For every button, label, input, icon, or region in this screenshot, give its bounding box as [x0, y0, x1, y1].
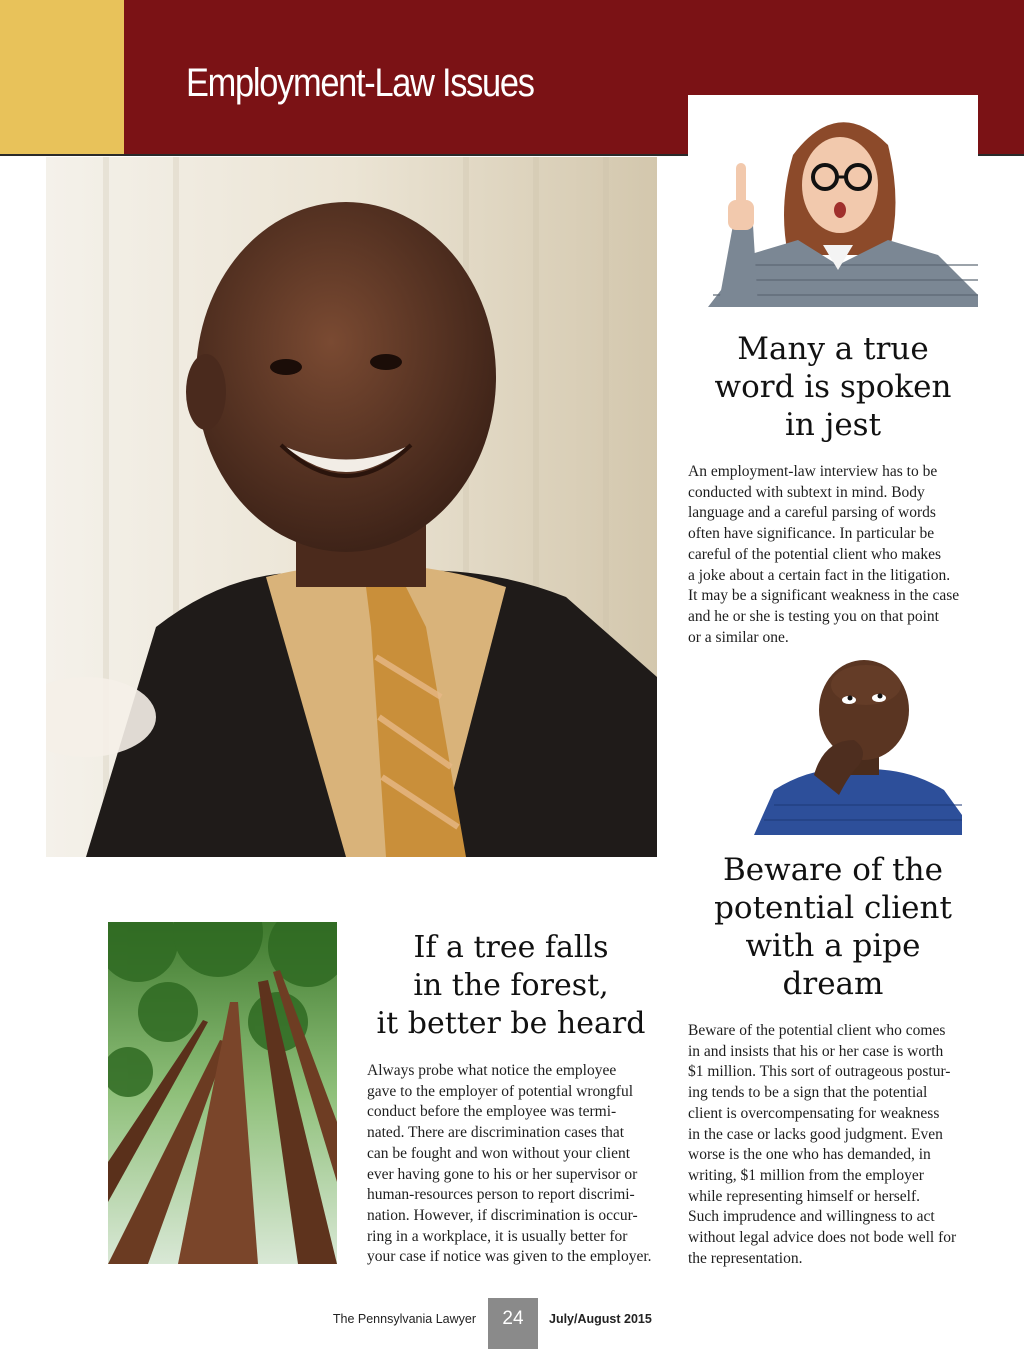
body-text-jest: An employment-law interview has to be conducted with subtext in mind. Body language and a careful parsing of words often have significance. In particular be careful of the potential client who makes a joke about a certain fact in the litigation. It may be a significant weakness in the case and he or she is testing you on that point or a similar one. — [688, 463, 960, 646]
footer-publication-name: The Pennsylvania Lawyer — [332, 1312, 476, 1326]
footer-issue-date: July/August 2015 — [549, 1312, 652, 1326]
body-text-tree-falls: Always probe what notice the employee gave to the employer of potential wrongful conduct before the employee was termi- nated. There are discrimination cases that can be fought and won without your client ever having gone to his or her supervisor or human-resources person to report discrimi- nation. However, if discrimination is occur- ring in a workplace, it is usually better for your case if notice was given to the employer. — [367, 1062, 652, 1266]
main-photo-smiling-man — [46, 157, 657, 857]
body-text-pipe-dream: Beware of the potential client who comes in and insists that his or her case is worth $1 million. This sort of outrageous postur- ing tends to be a sign that the potential client is overcompensating for weakness in the case or lacks good judgment. Even worse is the one who has demanded, in writing, $1 million from the employer while representing himself or herself. Such imprudence and willingness to act without legal advice does not bode well for the representation. — [688, 1022, 957, 1267]
photo-surprised-woman-finger-raised — [688, 95, 978, 307]
photo-redwood-forest — [108, 922, 337, 1264]
header-accent-block — [0, 0, 124, 154]
page-number: 24 — [488, 1298, 538, 1349]
headline-tree-falls: If a tree falls in the forest, it better be heard — [376, 930, 646, 1041]
photo-thinking-man — [754, 655, 962, 835]
headline-jest: Many a true word is spoken in jest — [714, 331, 952, 443]
section-title: Employment-Law Issues — [186, 61, 534, 105]
headline-pipe-dream: Beware of the potential client with a pipe dream — [714, 852, 952, 1002]
